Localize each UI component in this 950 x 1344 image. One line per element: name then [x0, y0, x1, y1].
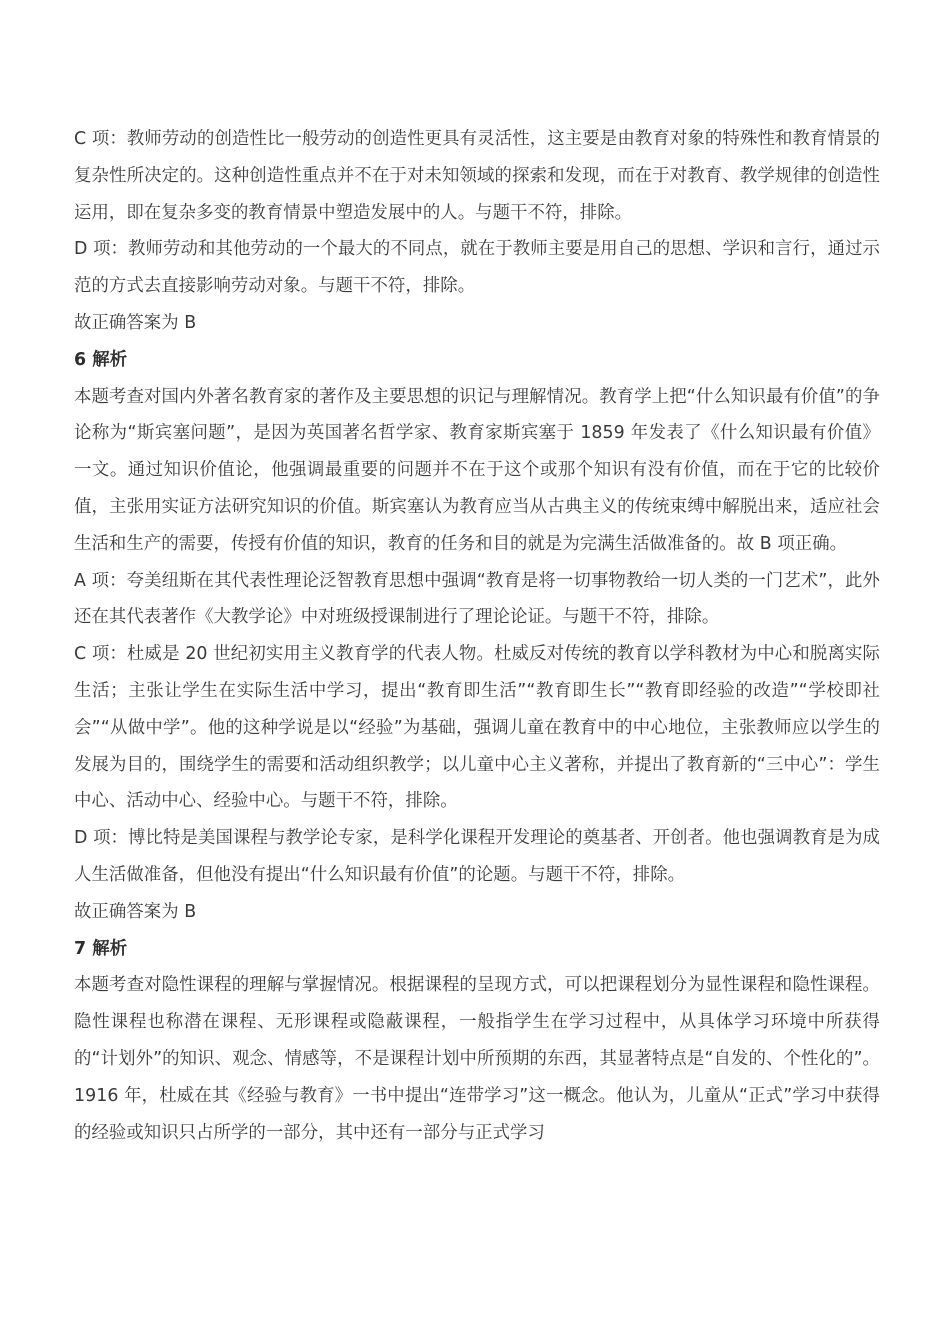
q6-heading: 6 解析: [74, 349, 128, 370]
q5-answer: 故正确答案为 B: [74, 312, 197, 333]
document-body: [74, 121, 880, 1151]
q6-option-c: C 项：杜威是 20 世纪初实用主义教育学的代表人物。杜威反对传统的教育以学科教材为中心和脱离实际生活；主张让学生在实际生活中学习，提出“教育即生活”“教育即生长”“教育即经验的改造”“学校即社会”“从做中学”。他的这种学说是以“经验”为基础，强调儿童在教育中的中心地位，主张教师应以学生的发展为目的，围绕学生的需要和活动组织教学；以儿童中心主义著称，并提出了教育新的“三中心”：学生中心、活动中心、经验中心。与题干不符，排除。: [74, 644, 880, 812]
q7-analysis: 本题考查对隐性课程的理解与掌握情况。根据课程的呈现方式，可以把课程划分为显性课程和隐性课程。隐性课程也称潜在课程、无形课程或隐蔽课程，一般指学生在学习过程中，从具体学习环境中所获得的“计划外”的知识、观念、情感等，不是课程计划中所预期的东西，其显著特点是“自发的、个性化的”。1916 年，杜威在其《经验与教育》一书中提出“连带学习”这一概念。他认为，儿童从“正式”学习中获得的经验或知识只占所学的一部分，其中还有一部分与正式学习: [74, 975, 880, 1143]
q6-option-a: A 项：夸美纽斯在其代表性理论泛智教育思想中强调“教育是将一切事物教给一切人类的一门艺术”，此外还在其代表著作《大教学论》中对班级授课制进行了理论论证。与题干不符，排除。: [74, 570, 880, 628]
q6-option-d: D 项：博比特是美国课程与教学论专家，是科学化课程开发理论的奠基者、开创者。他也强调教育是为成人生活做准备，但他没有提出“什么知识最有价值”的论题。与题干不符，排除。: [74, 828, 880, 885]
q5-option-c: C 项：教师劳动的创造性比一般劳动的创造性更具有灵活性，这主要是由教育对象的特殊性和教育情景的复杂性所决定的。这种创造性重点并不在于对未知领域的探索和发现，而在于对教育、教学规律的创造性运用，即在复杂多变的教育情景中塑造发展中的人。与题干不符，排除。: [74, 129, 880, 223]
q5-option-d: D 项：教师劳动和其他劳动的一个最大的不同点，就在于教师主要是用自己的思想、学识和言行，通过示范的方式去直接影响劳动对象。与题干不符，排除。: [74, 239, 880, 297]
q6-answer: 故正确答案为 B: [74, 901, 197, 922]
q7-heading: 7 解析: [74, 938, 128, 959]
q6-analysis: 本题考查对国内外著名教育家的著作及主要思想的识记与理解情况。教育学上把“什么知识最有价值”的争论称为“斯宾塞问题”，是因为英国著名哲学家、教育家斯宾塞于 1859 年发表了《什么知识最有价值》一文。通过知识价值论，他强调最重要的问题并不在于这个或那个知识有没有价值，而在于它的比较价值，主张用实证方法研究知识的价值。斯宾塞认为教育应当从古典主义的传统束缚中解脱出来，适应社会生活和生产的需要，传授有价值的知识，教育的任务和目的就是为完满生活做准备的。故 B 项正确。: [74, 386, 880, 554]
